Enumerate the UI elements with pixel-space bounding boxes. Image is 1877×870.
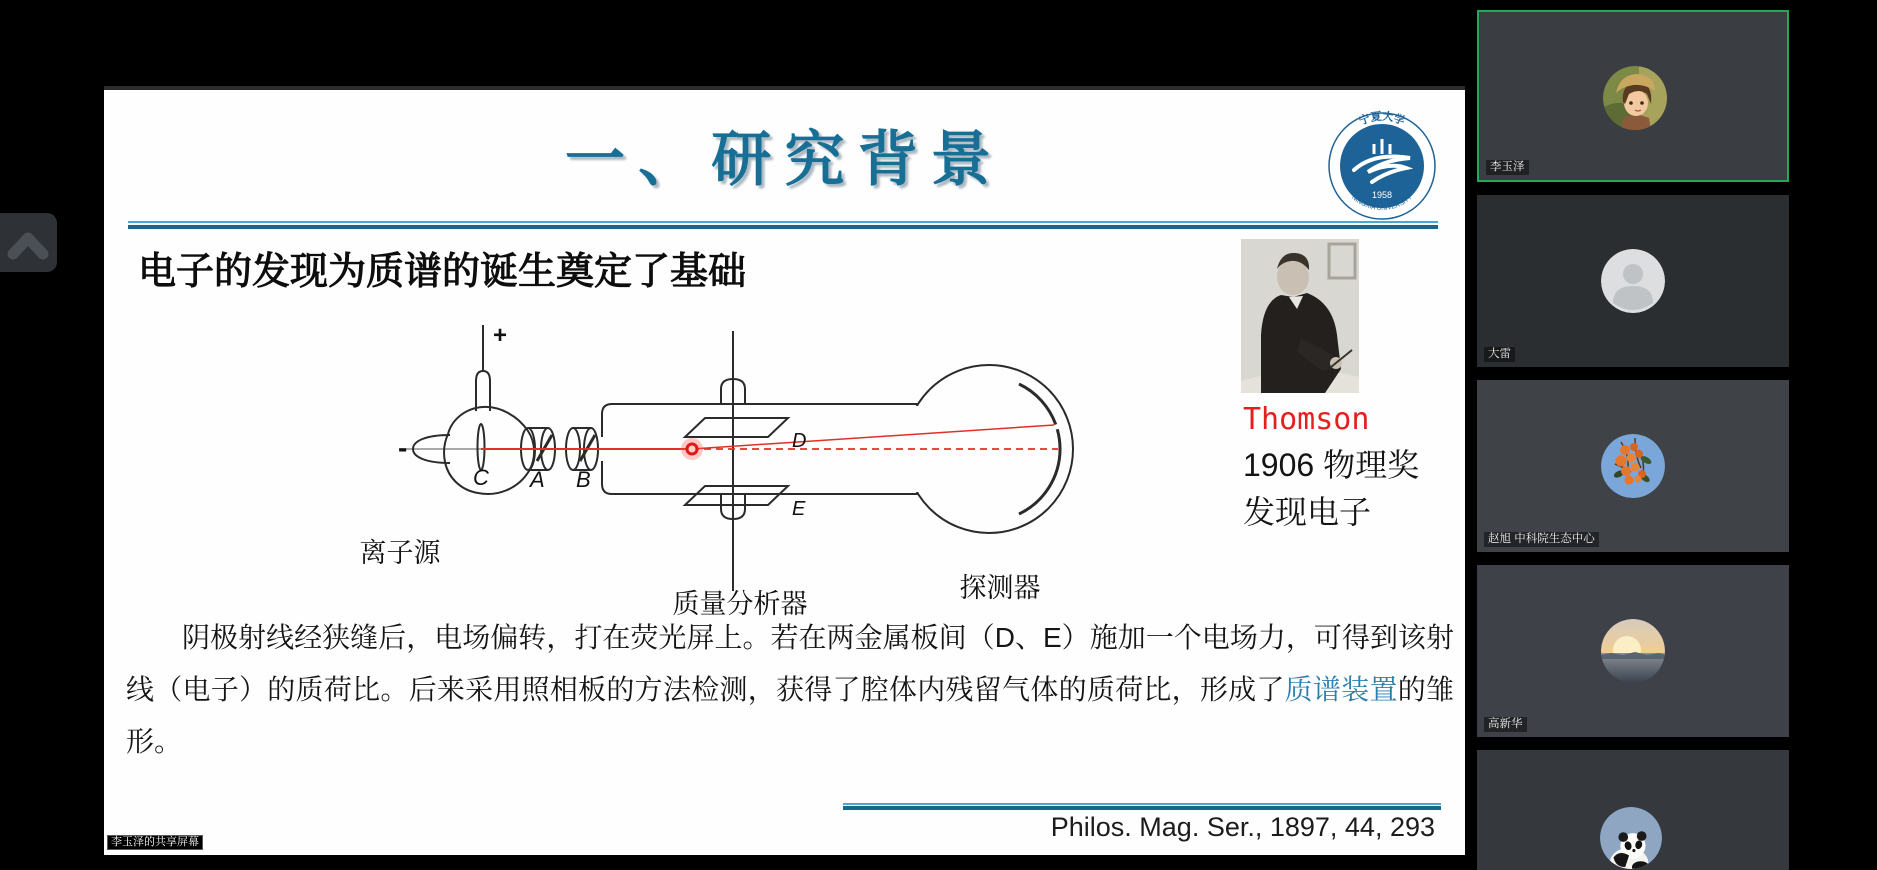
default-person-avatar-icon [1601, 249, 1665, 313]
anime-boy-avatar-icon [1603, 66, 1667, 130]
university-logo [1326, 110, 1438, 222]
body-paragraph [126, 612, 1454, 768]
sunset-avatar-icon [1601, 619, 1665, 683]
logo-en-name: NINGXIA UNIVERSITY [1350, 193, 1414, 213]
thomson-portrait-photo [1241, 239, 1359, 393]
participant-tile[interactable] [1477, 380, 1789, 552]
participant-tile[interactable] [1477, 750, 1789, 870]
participant-name: 大雷 [1484, 347, 1515, 362]
plate-d-label: D [792, 430, 807, 452]
title-divider [128, 221, 1438, 229]
participant-name: 高新华 [1484, 717, 1527, 732]
plate-e-label: E [792, 498, 806, 520]
thomson-tube-diagram [340, 319, 1080, 619]
mass-analyzer-label: 质量分析器 [672, 589, 808, 619]
scientist-name: Thomson [1243, 402, 1370, 437]
persimmon-tree-avatar-icon [1601, 434, 1665, 498]
shared-screen-slide [104, 86, 1465, 855]
plus-label: + [493, 322, 508, 349]
panda-avatar-icon [1600, 807, 1662, 869]
paragraph-text-1: 阴极射线经狭缝后，电场偏转，打在荧光屏上。若在两金属板间（D、E）施加一个电场力，可得到该射线（电子）的质荷比。后来采用照相板的方法检测，获得了腔体内残留气体的质荷比，形成了 [126, 622, 1454, 705]
ion-source-label: 离子源 [359, 538, 441, 568]
participant-tile-active[interactable] [1477, 10, 1789, 182]
scientist-discovery: 发现电子 [1243, 494, 1372, 530]
scientist-caption [1243, 398, 1419, 536]
participant-name: 赵旭 中科院生态中心 [1484, 532, 1599, 547]
scientist-award: 1906 物理奖 [1243, 447, 1420, 483]
paragraph-text-2: 的雏形。 [126, 674, 1454, 757]
logo-year: 1958 [1371, 190, 1393, 200]
panel-collapse-toggle[interactable] [0, 213, 57, 272]
cathode-c-label: C [473, 465, 489, 490]
shared-screen-label: 李玉泽的共享屏幕 [107, 835, 203, 850]
slide-heading: 电子的发现为质谱的诞生奠定了基础 [138, 251, 747, 293]
slit-b-label: B [576, 467, 591, 492]
slide-title: 一、研究背景 [564, 126, 1005, 193]
minus-label: - [398, 432, 408, 463]
paragraph-highlight: 质谱装置 [1284, 674, 1398, 705]
participant-name: 李玉泽 [1486, 160, 1529, 175]
chevron-up-icon [0, 213, 57, 272]
citation-text: Philos. Mag. Ser., 1897, 44, 293 [1050, 812, 1435, 842]
detector-label: 探测器 [959, 573, 1041, 603]
logo-cn-name: 宁夏大学 [1357, 110, 1407, 128]
slit-a-label: A [530, 467, 545, 492]
citation-divider [843, 803, 1441, 810]
participant-tile[interactable] [1477, 565, 1789, 737]
participant-tile[interactable] [1477, 195, 1789, 367]
